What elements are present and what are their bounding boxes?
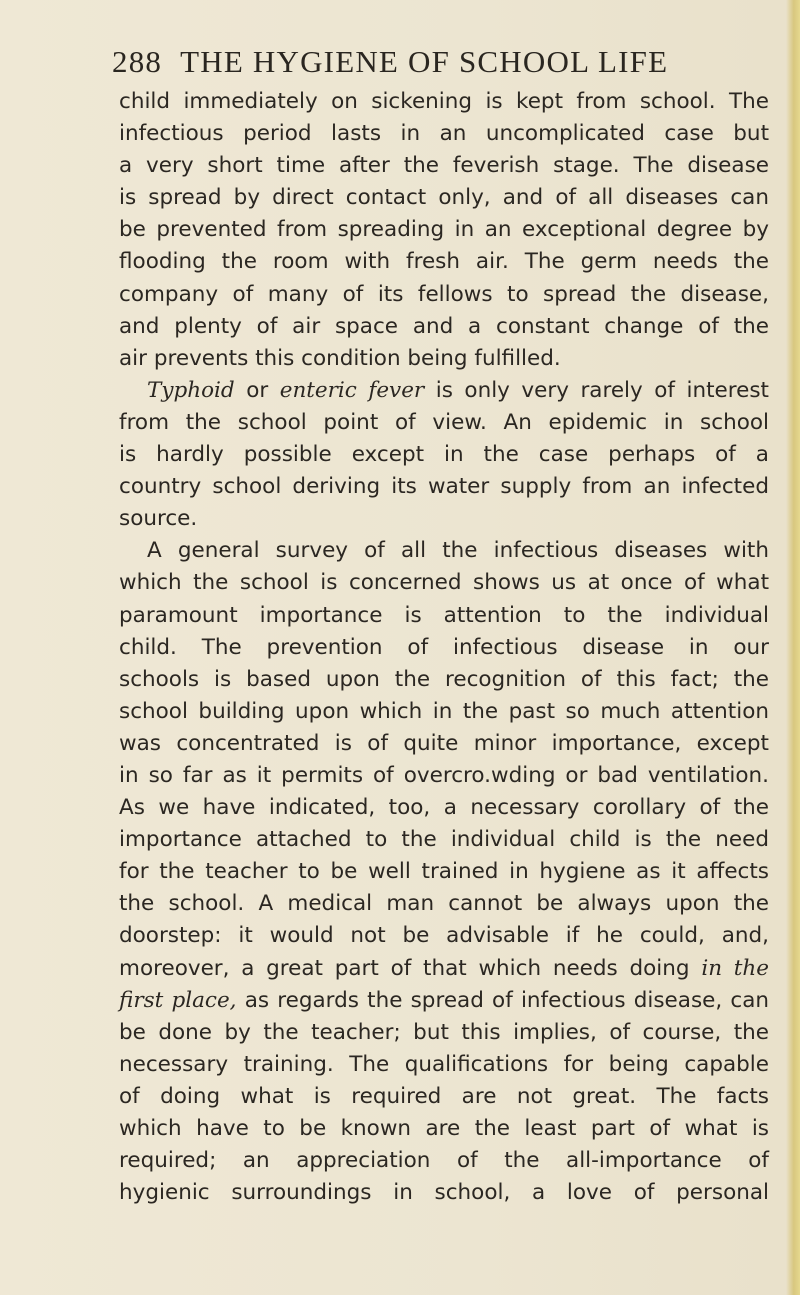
text-line: hygienic surroundings in school, a love of personal — [119, 1180, 769, 1206]
text-line: for the teacher to be well trained in hygiene as it affects — [119, 859, 769, 885]
text-line: paramount importance is attention to the individual — [119, 602, 769, 628]
text-line — [119, 985, 769, 1017]
text-span: as regards the spread of infectious disease, can — [236, 987, 770, 1013]
text-line-paragraph-start — [119, 375, 769, 407]
body-text — [119, 86, 769, 1209]
text-line — [119, 953, 769, 985]
text-span: or — [234, 377, 280, 403]
text-line: a very short time after the feverish stage. The disease — [119, 153, 769, 179]
text-line: necessary training. The qualifications for being capable — [119, 1051, 769, 1077]
text-line: child immediately on sickening is kept from school. The — [119, 89, 769, 114]
text-line: country school deriving its water supply from an infected — [119, 474, 769, 500]
text-line: source. — [119, 506, 198, 532]
text-line: is hardly possible except in the case perhaps of a — [119, 442, 769, 468]
running-title: THE HYGIENE OF SCHOOL LIFE — [180, 44, 669, 79]
page-number: 288 — [112, 44, 163, 79]
italic-term: enteric fever — [279, 377, 425, 403]
text-line: importance attached to the individual child is the need — [119, 827, 769, 853]
text-line: be done by the teacher; but this implies, of course, the — [119, 1019, 769, 1045]
page-edge-shadow — [786, 0, 800, 1295]
text-line: air prevents this condition being fulfilled. — [119, 345, 561, 371]
text-span: moreover, a great part of that which needs doing — [119, 955, 702, 981]
italic-term: in the — [701, 955, 769, 981]
text-line: As we have indicated, too, a necessary corollary of the — [119, 795, 769, 821]
text-span: is only very rarely of interest — [424, 377, 769, 403]
italic-term: Typhoid — [147, 377, 235, 403]
text-line: and plenty of air space and a constant change of the — [119, 313, 769, 339]
text-line: school building upon which in the past so much attention — [119, 698, 769, 724]
text-line: was concentrated is of quite minor importance, except — [119, 730, 769, 756]
text-line: be prevented from spreading in an exceptional degree by — [119, 217, 769, 243]
text-line: which have to be known are the least part of what is — [119, 1116, 769, 1141]
text-line: infectious period lasts in an uncomplicated case but — [119, 121, 769, 147]
text-line: flooding the room with fresh air. The germ needs the — [119, 249, 769, 275]
text-line: required; an appreciation of the all-importance of — [119, 1148, 769, 1174]
text-line: from the school point of view. An epidemic in school — [119, 409, 769, 435]
text-line: schools is based upon the recognition of this fact; the — [119, 666, 769, 692]
italic-term: first place, — [119, 987, 237, 1013]
text-line: is spread by direct contact only, and of all diseases can — [119, 185, 769, 211]
running-header — [112, 44, 752, 84]
text-line: child. The prevention of infectious disease in our — [119, 634, 769, 660]
text-line: doorstep: it would not be advisable if he could, and, — [119, 923, 769, 949]
text-line: of doing what is required are not great. The facts — [119, 1083, 769, 1109]
text-line: which the school is concerned shows us at once of what — [119, 570, 769, 596]
text-line-paragraph-start: A general survey of all the infectious diseases with — [147, 538, 769, 564]
text-line: in so far as it permits of overcro.wding or bad ventilation. — [119, 762, 769, 788]
text-line: company of many of its fellows to spread the disease, — [119, 281, 769, 307]
text-line: the school. A medical man cannot be always upon the — [119, 891, 769, 917]
